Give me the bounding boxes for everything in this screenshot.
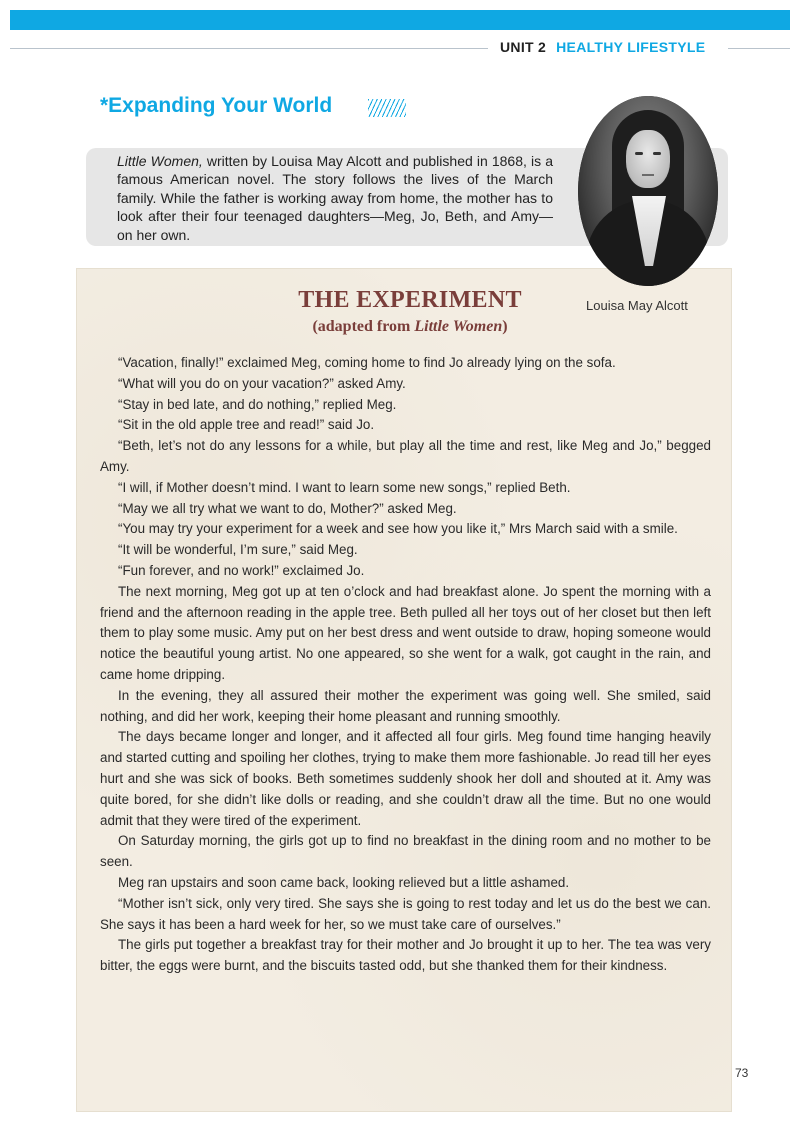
story-paragraph: “Vacation, finally!” exclaimed Meg, coming home to find Jo already lying on the sofa. <box>118 355 616 370</box>
author-portrait <box>578 96 718 286</box>
header-rule-right <box>728 48 790 49</box>
portrait-caption: Louisa May Alcott <box>586 298 688 313</box>
story-body <box>100 353 711 977</box>
page-number: 73 <box>735 1066 749 1080</box>
story-paragraph: “May we all try what we want to do, Mother?” asked Meg. <box>118 500 457 516</box>
story-paragraph: The days became longer and longer, and it affected all four girls. Meg found time hanging heavily and started cutting and spoiling her clothes, trying to make them more fashionable. Jo read till her eyes hurt and she was sick of books. Beth sometimes suddenly shook her doll and shouted at it. Amy was quite bored, for she didn’t like dolls or reading, and she couldn’t draw all the time. But no one would admit that they were tired of the experiment. <box>100 729 711 828</box>
story-paragraph: Meg ran upstairs and soon came back, looking relieved but a little ashamed. <box>118 874 570 890</box>
story-paragraph: “What will you do on your vacation?” asked Amy. <box>118 375 406 391</box>
story-paragraph: “Beth, let’s not do any lessons for a while, but play all the time and rest, like Meg and Jo,” begged Amy. <box>100 438 711 474</box>
story-paragraph: The girls put together a breakfast tray for their mother and Jo brought it up to her. The tea was very bitter, the eggs were burnt, and the biscuits tasted odd, but she thanked them for their kindness. <box>100 937 711 974</box>
story-paragraph: “You may try your experiment for a week and see how you like it,” Mrs March said with a smile. <box>118 521 678 537</box>
intro-text <box>117 152 553 244</box>
story-paragraph: “I will, if Mother doesn’t mind. I want to learn some new songs,” replied Beth. <box>118 479 571 495</box>
unit-number: UNIT 2 <box>500 39 547 55</box>
intro-body: written by Louisa May Alcott and published in 1868, is a famous American novel. The story follows the lives of the March family. While the father is working away from home, the mother has to look after their four teenaged daughters—Meg, Jo, Beth, and Amy—on her own. <box>117 153 553 243</box>
story-subtitle: (adapted from Little Women) <box>312 318 508 335</box>
story-paragraph: “Mother isn’t sick, only very tired. She says she is going to rest today and let us do the best we can. She says it has been a hard week for her, so we must take care of ourselves.” <box>100 895 711 932</box>
header-rule-left <box>10 48 488 49</box>
story-paragraph: On Saturday morning, the girls got up to find no breakfast in the dining room and no mother to be seen. <box>100 833 711 870</box>
top-color-bar <box>10 10 790 30</box>
unit-topic: HEALTHY LIFESTYLE <box>556 39 706 55</box>
story-paragraph: “Fun forever, and no work!” exclaimed Jo. <box>118 562 365 578</box>
story-subtitle-book: Little Women <box>414 318 503 335</box>
story-paragraph: The next morning, Meg got up at ten o’clock and had breakfast alone. Jo spent the morning with a friend and the afternoon reading in the apple tree. Beth pulled all her toys out of her closet but then left them to play some music. Amy put on her best dress and went outside to draw, hoping someone would notice the beautiful young artist. No one appeared, so she went for a walk, got caught in the rain, and came home dripping. <box>100 583 711 682</box>
story-paragraph: “It will be wonderful, I’m sure,” said Meg. <box>118 542 358 558</box>
intro-book-title: Little Women, <box>117 153 203 169</box>
decorative-hatch <box>368 99 406 117</box>
story-title: THE EXPERIMENT <box>298 287 522 313</box>
story-paragraph: In the evening, they all assured their mother the experiment was going well. She smiled, said nothing, and did her work, keeping their home pleasant and running smoothly. <box>100 687 711 724</box>
story-paragraph: “Sit in the old apple tree and read!” said Jo. <box>118 417 375 433</box>
unit-header <box>500 39 705 55</box>
section-title: *Expanding Your World <box>100 94 333 117</box>
story-paragraph: “Stay in bed late, and do nothing,” replied Meg. <box>118 396 397 412</box>
